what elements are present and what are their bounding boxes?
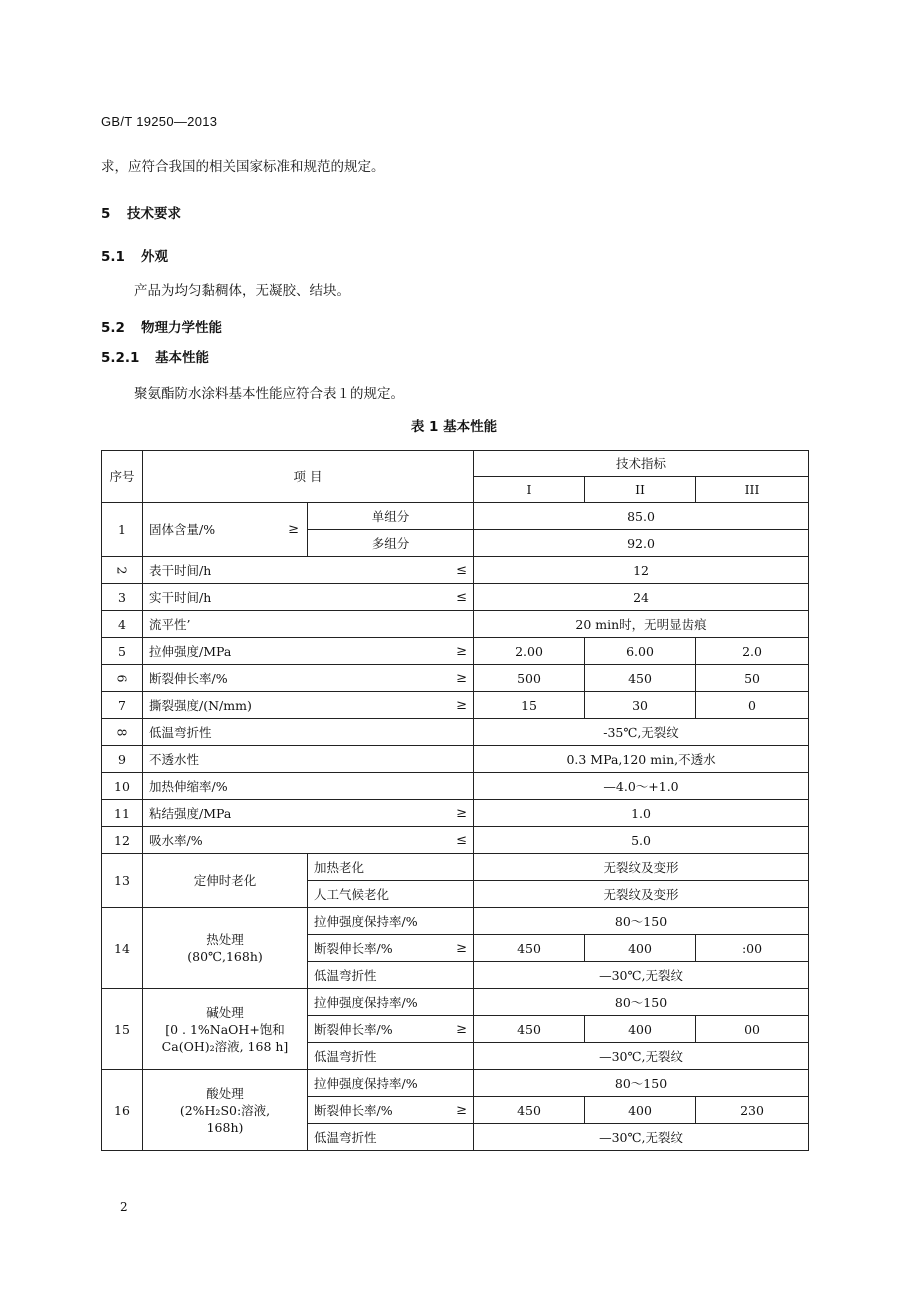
row-number: 14 [102,908,143,989]
comparison-symbol: ≥ [456,805,468,821]
spec-value: 1.0 [474,800,809,827]
table-row [102,800,809,827]
spec-value: 24 [474,584,809,611]
sub-item: 低温弯折性 [308,1124,474,1151]
table-row [102,854,809,881]
section-heading-5 [101,202,181,222]
row-number: 7 [102,692,143,719]
table-caption: 表 1 基本性能 [410,419,498,435]
basic-performance-table [101,450,809,1151]
header-grade-2: II [585,477,696,503]
row-number-text: 2 [114,566,130,574]
table-row [102,557,809,584]
grade-3-value: 230 [696,1097,809,1124]
standard-code-header: GB/T 19250—2013 [101,114,218,129]
row-number: 13 [102,854,143,908]
table-row [102,503,809,530]
section-number: 5 [101,206,111,222]
table-row [102,989,809,1016]
spec-value: 80～150 [474,908,809,935]
sub-item: 多组分 [308,530,474,557]
sub-item [308,1097,474,1124]
sub-item: 拉伸强度保持率/% [308,1070,474,1097]
grade-1-value: 450 [474,1097,585,1124]
table-header-row [102,451,809,477]
item-label: 拉伸强度/MPa [149,643,232,659]
table-row [102,638,809,665]
group-line: 168h) [206,1119,244,1135]
basic-performance-intro: 聚氨酯防水涂料基本性能应符合表１的规定。 [134,386,404,402]
grade-2-value: 6.00 [585,638,696,665]
comparison-symbol: ≥ [456,1102,468,1118]
grade-3-value: 00 [696,1016,809,1043]
row-number-text: 8 [114,728,130,736]
header-seq: 序号 [102,451,143,503]
item-label: 固体含量/% [149,522,216,537]
table-row [102,746,809,773]
group-name: 定伸时老化 [143,854,308,908]
appearance-paragraph: 产品为均匀黏稠体，无凝胶、结块。 [134,283,350,299]
item-label: 实干时间/h [149,589,212,605]
table-row [102,692,809,719]
sub-item: 拉伸强度保持率/% [308,989,474,1016]
sub-item: 加热老化 [308,854,474,881]
item-name: 流平性’ [143,611,474,638]
table-row [102,719,809,746]
spec-value: 80～150 [474,989,809,1016]
section-title: 技术要求 [127,206,181,222]
spec-value: 0.3 MPa,120 min,不透水 [474,746,809,773]
spec-value: 无裂纹及变形 [474,881,809,908]
grade-1-value: 450 [474,1016,585,1043]
item-name [143,557,474,584]
header-grade-1: I [474,477,585,503]
item-label: 吸水率/% [149,832,203,848]
item-label: 粘结强度/MPa [149,805,232,821]
spec-value: -35℃,无裂纹 [474,719,809,746]
item-name [143,638,474,665]
row-number: 9 [102,746,143,773]
section-number: 5.1 [101,249,125,265]
spec-value: 20 min时，无明显齿痕 [474,611,809,638]
grade-3-value: 0 [696,692,809,719]
item-name [143,503,308,557]
section-number: 5.2.1 [101,350,140,366]
item-label: 撕裂强度/(N/mm) [149,697,252,713]
grade-3-value: :00 [696,935,809,962]
grade-3-value: 50 [696,665,809,692]
section-heading-5-2 [101,316,222,336]
grade-1-value: 500 [474,665,585,692]
section-title: 外观 [141,249,168,265]
item-label: 断裂伸长率/% [314,1102,393,1118]
row-number: 12 [102,827,143,854]
row-number [102,665,143,692]
spec-value: 80～150 [474,1070,809,1097]
row-number: 10 [102,773,143,800]
spec-value: 85.0 [474,503,809,530]
spec-value: 92.0 [474,530,809,557]
grade-1-value: 15 [474,692,585,719]
table-row [102,665,809,692]
table-row [102,908,809,935]
item-name [143,584,474,611]
group-line: (80℃,168h) [187,949,263,964]
spec-value: 12 [474,557,809,584]
item-name: 低温弯折性 [143,719,474,746]
section-heading-5-1 [101,245,168,265]
group-line: 热处理 [206,932,244,947]
continuation-paragraph: 求，应符合我国的相关国家标准和规范的规定。 [101,159,385,175]
comparison-symbol: ≥ [456,697,468,713]
section-title: 物理力学性能 [141,320,222,336]
comparison-symbol: ≥ [456,940,468,956]
grade-1-value: 2.00 [474,638,585,665]
grade-2-value: 450 [585,665,696,692]
row-number: 4 [102,611,143,638]
item-name: 不透水性 [143,746,474,773]
row-number-text: 6 [114,674,130,682]
header-spec: 技术指标 [474,451,809,477]
comparison-symbol: ≥ [288,522,299,537]
table-row [102,827,809,854]
row-number: 1 [102,503,143,557]
table-row [102,611,809,638]
sub-item [308,1016,474,1043]
row-number: 5 [102,638,143,665]
comparison-symbol: ≤ [456,832,468,848]
section-title: 基本性能 [155,350,209,366]
row-number [102,719,143,746]
sub-item: 低温弯折性 [308,962,474,989]
section-number: 5.2 [101,320,125,336]
row-number: 3 [102,584,143,611]
comparison-symbol: ≥ [456,1021,468,1037]
comparison-symbol: ≤ [456,589,468,605]
table-row [102,584,809,611]
spec-value: —30℃,无裂纹 [474,962,809,989]
group-line: 酸处理 [206,1085,244,1101]
page-number: 2 [120,1200,128,1214]
spec-value: 5.0 [474,827,809,854]
item-name [143,800,474,827]
row-number: 15 [102,989,143,1070]
spec-value: —30℃,无裂纹 [474,1043,809,1070]
comparison-symbol: ≥ [456,670,468,686]
grade-1-value: 450 [474,935,585,962]
group-line: 碱处理 [206,1004,244,1020]
item-name [143,665,474,692]
header-item: 项 目 [143,451,474,503]
comparison-symbol: ≥ [456,643,468,659]
row-number: 11 [102,800,143,827]
sub-item: 低温弯折性 [308,1043,474,1070]
item-label: 表干时间/h [149,562,212,578]
item-name [143,827,474,854]
sub-item: 拉伸强度保持率/% [308,908,474,935]
item-name: 加热伸缩率/% [143,773,474,800]
row-number [102,557,143,584]
group-line: Ca(OH)₂溶液, 168 h] [161,1038,289,1054]
grade-2-value: 400 [585,1097,696,1124]
group-name [143,908,308,989]
grade-2-value: 400 [585,935,696,962]
section-heading-5-2-1 [101,346,209,366]
header-grade-3: III [696,477,809,503]
spec-value: 无裂纹及变形 [474,854,809,881]
group-line: [0 . 1%NaOH+饱和 [165,1021,285,1037]
item-label: 断裂伸长率/% [314,940,393,956]
sub-item: 单组分 [308,503,474,530]
item-label: 断裂伸长率/% [149,670,228,686]
row-number: 16 [102,1070,143,1151]
table-row [102,1070,809,1097]
table-row [102,773,809,800]
item-label: 断裂伸长率/% [314,1021,393,1037]
grade-2-value: 400 [585,1016,696,1043]
item-name [143,692,474,719]
spec-value: —30℃,无裂纹 [474,1124,809,1151]
grade-2-value: 30 [585,692,696,719]
comparison-symbol: ≤ [456,562,468,578]
group-name [143,989,308,1070]
group-name [143,1070,308,1151]
grade-3-value: 2.0 [696,638,809,665]
spec-value: —4.0～+1.0 [474,773,809,800]
group-line: (2%H₂S0:溶液, [179,1102,271,1118]
sub-item: 人工气候老化 [308,881,474,908]
sub-item [308,935,474,962]
